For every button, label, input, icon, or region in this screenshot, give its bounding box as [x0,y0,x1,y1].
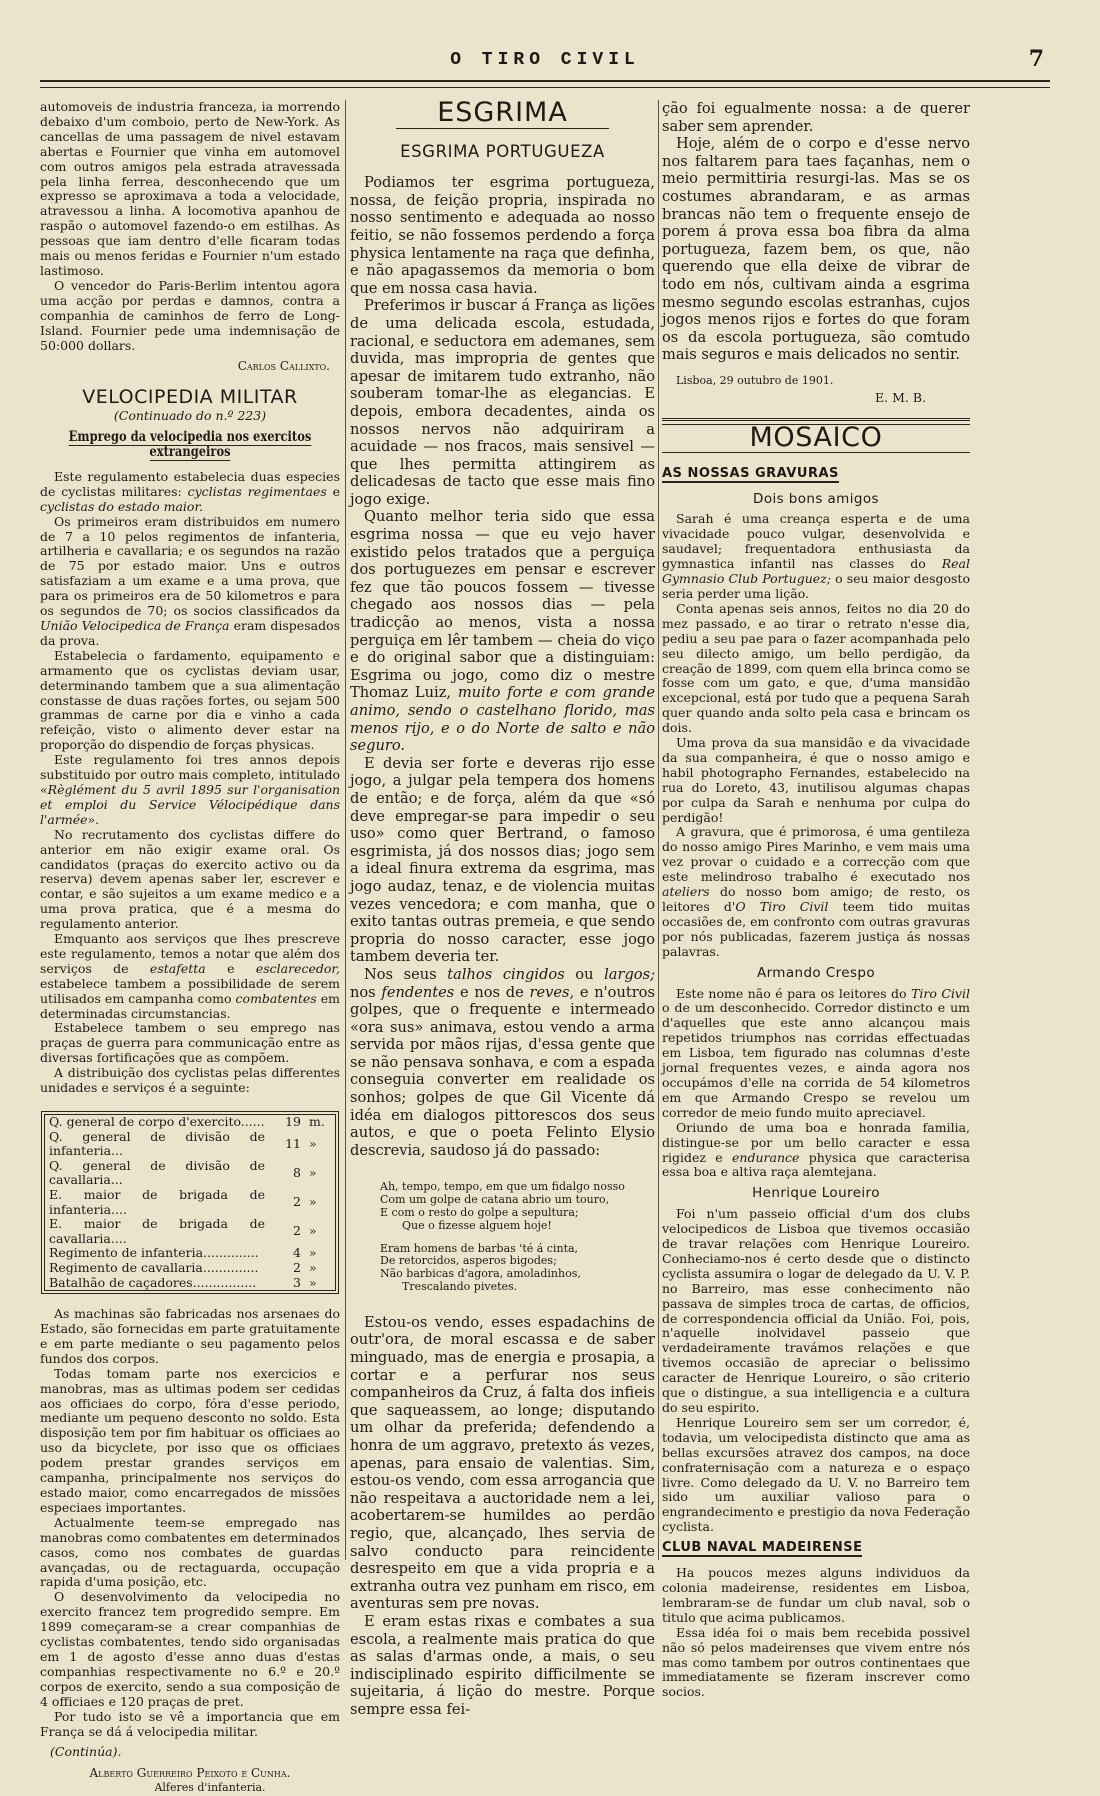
article-paragraph: Estabelece tambem o seu emprego nas praças de guerra para communicação entre as diversas fortificações que as compõem. [40,1020,340,1066]
article-paragraph: ção foi egualmente nossa: a de querer saber sem aprender. [662,100,970,135]
article-paragraph: Uma prova da sua mansidão e da vivacidade da sua companheira, é que o nosso amigo e habil photographo Fernandes, estabelecido na rua do Loreto, 43, inutilisou algumas chapas por culpa da Sarah e nenhuma por culpa do perdigão! [662,735,970,825]
author-signature: Carlos Callixto. [237,359,330,374]
newspaper-title: O TIRO CIVIL [450,50,640,70]
article-paragraph: E devia ser forte e deveras rijo esse jogo, a julgar pela tempera dos homens de então; e de força, além da que «só deve empregar-se para impedir o seu uso» como quer Bertrand, o famoso esgrimista, já dos nossos dias; jogo sem a ideal finura extrema da esgrima, mas jogo audaz, tenaz, e de violencia muitas vezes vencedora; e com manha, que o exito tantas outras premeia, e que sendo propria do nosso caracter, esse jogo tambem deveria ter. [350,754,655,966]
table-cell-n: 4 [293,1245,301,1261]
table-cell-n: 2 [293,1194,301,1210]
column-middle [350,97,656,1718]
heading-text: CLUB NAVAL MADEIRENSE [662,1540,863,1556]
article-paragraph: Preferimos ir buscar á França as lições de uma delicada escola, estudada, racional, e seductora em ademanes, sem duvida, mas impropria de gentes que apesar de imitarem tudo extranho, não souberam tomar-lhe as elegancias. E depois, embora decadentes, ainda os nossos nervos não adquiriram a acuidade — nos fracos, mais sensivel — que lhes permitta attingirem as delicadesas de tacto que esse mais fino jogo exige. [350,297,655,508]
article-paragraph: No recrutamento dos cyclistas differe do anterior em não exigir exame oral. Os candidatos (praças do exercito activo ou da reserva) devem apenas saber ler, escrever e contar, e são sujeitos a um exame medico e a uma prova pratica, que é a mesma do regulamento anterior. [40,826,340,932]
poem-line: E com o resto do golpe a sepultura; [380,1206,579,1220]
article-paragraph: Estabelecia o fardamento, equipamento e armamento que os cyclistas deviam usar, determinando tambem que a sua alimentação constasse de duas rações fortes, ou sejam 500 grammas de carne por dia e vinho a cada refeição, visto o alimento dever estar na proporção do dispendio de forças physicas. [40,647,340,753]
article-paragraph: Actualmente teem-se empregado nas manobras como combatentes em determinados casos, como nos combates de guardas avançadas, ou de rectaguarda, occupação rapida d'uma posição, etc. [40,1514,341,1590]
author-initials: E. M. B. [875,389,926,405]
table-cell-label: Q. general de divisão de cavallaria... [49,1157,265,1188]
poem-quote [380,1181,655,1293]
table-row [45,1217,336,1246]
table-cell-label: Regimento de cavallaria.............. [49,1259,259,1275]
continued-note: (Continuado do n.º 223) [113,408,267,424]
article-paragraph: As machinas são fabricadas nos arsenaes do Estado, são fornecidas em parte gratuitamente e em parte mediante o seu pagamento pelos fundos dos corpos. [40,1306,340,1366]
table-cell-label: Regimento de infanteria.............. [49,1245,259,1261]
article-subheading [67,430,313,460]
section-heading [662,467,970,482]
poem-line: Com um golpe de catana abrio um touro, [380,1193,610,1207]
column-divider [658,100,659,1560]
article-paragraph: Estou-os vendo, esses espadachins de outr'ora, de moral escassa e de saber minguado, mas de energia e prosapia, a cortar e a perfurar nos seus companheiros da Cruz, á falta dos infieis que saqueassem, ao longe; disputando um olhar da preferida; defendendo a honra de um aggravo, pretexto ás vezes, apenas, para ensaio de valentias. Sim, estou-os vendo, com essa arrogancia que não respeitava a auctoridade nem a lei, acobertarem-se humildes ao perdão regio, que, alcançado, lhes servia de salvo conducto para reincidente desrespeito em que a vida propria e a extranha outra vez punham em risco, em aventuras sem pre novas. [350,1313,655,1613]
table-cell-u: » [309,1245,317,1261]
column-divider [345,100,346,1560]
table-cell-label: Q. general de divisão de infanteria... [49,1128,265,1159]
poem-line: Eram homens de barbas 'té á cinta, [380,1241,579,1255]
table-row [45,1261,336,1276]
masthead-rule [40,80,1050,88]
table-row [45,1115,336,1130]
table-row [45,1246,336,1261]
article-paragraph: Essa idéa foi o mais bem recebida possivel não só pelos madeirenses que vivem entre nós mas como tambem por outros continentaes que immediatamente se fizeram inscrever como socios. [662,1624,970,1700]
table-cell-u: » [309,1274,317,1290]
article-subheading: Armando Crespo [756,964,876,981]
table-cell-n: 8 [293,1165,301,1181]
article-paragraph: Foi n'um passeio official d'um dos clubs velocipedicos de Lisboa que tivemos occasião de travar relações com Henrique Loureiro. Conheciamo-nos é certo desde que o distincto cyclista assumira o logar de delegado da U. V. P. no Barreiro, mas esse conhecimento não passava de simples troca de cartas, de officios, de correspondencia official da União. Foi, pois, n'aquelle inolvidavel passeio que verdadeiramente travámos relações e que tivemos occasião de apreciar o belissimo caracter de Henrique Loureiro, o são criterio que o distingue, a sua intelligencia e a cultura do seu espirito. [662,1206,970,1415]
table-row [45,1276,336,1291]
article-paragraph: Oriundo de uma boa e honrada familia, distingue-se por um bello caracter e essa rigidez e endurance physica que caracterisa essa boa e altiva raça alemtejana. [662,1119,970,1180]
continues-note: (Continúa). [50,1744,122,1760]
masthead [40,46,1050,76]
article-paragraph: Henrique Loureiro sem ser um corredor, é, todavia, um velocipedista distincto que ama as bellas excursões atravez dos campos, na doce confraternisação com a natureza e o espaço livre. Como delegado da U. V. no Barreiro tem sido um auxiliar valioso para o engrandecimento e prestigio da nova Federação cyclista. [662,1414,970,1535]
article-paragraph: O desenvolvimento da velocipedia no exercito francez tem progredido sempre. Em 1899 começaram-se a crear companhias de cyclistas combatentes, tendo sido organisadas em 1 de agosto d'esse anno duas d'estas companhias respectivamente no 6.º e 20.º corpos de exercito, sendo a sua composição de 4 officiaes e 120 praças de pret. [40,1589,340,1709]
table-cell-n: 2 [293,1259,301,1275]
article-paragraph: Sarah é uma creança esperta e de uma vivacidade pouco vulgar, desenvolvida e saudavel; frequentadora enthusiasta da gymnastica infantil nas classes do Real Gymnasio Club Portuguez; o seu maior desgosto seria perder uma lição. [662,511,970,601]
article-paragraph: Emquanto aos serviços que lhes prescreve este regulamento, temos a notar que além dos serviços de estafetta e esclarecedor, estabelece tambem a possibilidade de serem utilisados em campanha como combatentes em determinadas circumstancias. [40,931,340,1021]
table-cell-u: » [309,1259,317,1275]
table-cell-label: Batalhão de caçadores................ [49,1274,257,1290]
table-cell-label: E. maior de brigada de cavallaria.... [49,1216,265,1246]
article-paragraph: Quanto melhor teria sido que essa esgrima nossa — que eu vejo haver existido pelos tratados que a perguiça dos portuguezes em pensar e escrever fez que tão poucos fossem — tivesse chegado aos nossos dias — pela tradicção ao menos, vista a nossa perguiça em lêr tambem — cheia do viço e do original sabor que a distinguiam: Esgrima ou jogo, como diz o mestre Thomaz Luiz, muito forte e com grande animo, sendo o castelhano florido, mas menos rijo, e o do Norte de salto e não seguro. [350,508,656,755]
heading-text: AS NOSSAS GRAVURAS [662,465,839,481]
section-heading: VELOCIPEDIA MILITAR [82,386,298,409]
section-title: MOSAICO [749,421,883,453]
article-paragraph: Por tudo isto se vê a importancia que em França se dá á velocipedia militar. [40,1708,340,1739]
table-row [45,1188,336,1217]
article-paragraph: A distribuição dos cyclistas pelas differentes unidades e serviços é a seguinte: [40,1065,340,1096]
article-paragraph: Podiamos ter esgrima portugueza, nossa, de feição propria, inspirada no nosso sentimento e adequada ao nosso feitio, se não fossemos perdendo a força physica lentamente na raça que definha, e não apagassemos da memoria o bom que em nossa casa havia. [350,174,655,297]
subheading-text: Emprego da velocipedia nos exercitos extrangeiros [68,429,312,461]
table-cell-u: » [309,1135,317,1151]
table-cell-u: » [309,1194,317,1210]
poem-line: Trescalando pivetes. [402,1280,518,1294]
article-subheading: Henrique Loureiro [752,1185,880,1202]
article-paragraph: E eram estas rixas e combates a sua escola, a realmente mais pratica do que as salas d'armas onde, a mais, o seu indisciplinado espirito difficilmente se sujeitaria, á lição do mestre. Porque sempre essa fei- [350,1612,655,1718]
page-number: 7 [1028,46,1044,72]
place-date: Lisboa, 29 outubro de 1901. [676,373,834,387]
article-paragraph: Nos seus talhos cingidos ou largos; nos fendentes e nos de reves, e n'outros golpes, que o frequente e intermeado «ora sus» animava, estou vendo a arma servida por mãos rijas, d'essa gente que se não pensava sonhava, e com a espada conseguia converter em realidade os sonhos; golpes de que Gil Vicente dá idéa em dialogos pittorescos dos seus autos, e que o poeta Felinto Elysio descrevia, saudoso já do passado: [350,965,655,1159]
author-signature: Alberto Guerreiro Peixoto e Cunha. [89,1766,291,1781]
section-heading [662,1541,970,1556]
article-paragraph: Este nome não é para os leitores do Tiro Civil o de um desconhecido. Corredor distincto e um d'aquelles que este anno alcançou mais repetidos triumphos nas corridas effectuadas em Lisboa, tem figurado nas columnas d'este jornal frequentes vezes, e ainda agora nos occupámos d'elle na corrida de 54 kilometros em que Armando Crespo se revelou um corredor de meio fundo muito apreciavel. [662,985,970,1120]
article-paragraph: Hoje, além de o corpo e d'esse nervo nos faltarem para taes façanhas, nem o meio permittiria resurgi-las. Mas se os costumes abrandaram, e as armas brancas não tem o frequente ensejo de porem á prova essa boa fibra da alma portugueza, fazem bem, os que, não querendo que ella deixe de vibrar de todo em nós, cultivam ainda a esgrima mesmo segundo escolas estranhas, cujos jogos menos rijos e fortes do que foram os da escola portugueza, são comtudo mais seguros e mais delicados no sentir. [662,135,970,364]
section-title: ESGRIMA [437,97,568,128]
poem-line: Que o fizesse alguem hoje! [402,1218,552,1232]
table-cell-n: 3 [293,1274,301,1290]
table-cell-label: Q. general de corpo d'exercito...... [49,1114,265,1129]
article-paragraph: Os primeiros eram distribuidos em numero de 7 a 10 pelos regimentos de infanteria, artilheria e cavallaria; e os segundos na razão de 75 por estado maior. Uns e outros satisfaziam a um exame e a uma prova, que para os primeiros era de 50 kilometros e para os segundos de 70; os socios classificados da União Velocipedica de França eram dispesados da prova. [40,513,341,648]
article-paragraph: O vencedor do Paris-Berlim intentou agora uma acção por perdas e damnos, contra a companhia de caminhos de ferro de Long-Island. Fournier pede uma indemnisação de 50:000 dollars. [40,277,340,353]
poem-line: Ah, tempo, tempo, em que um fidalgo nosso [380,1180,625,1194]
table-cell-u: » [309,1165,317,1181]
cyclist-distribution-table [44,1114,336,1291]
article-paragraph: Este regulamento foi tres annos depois substituido por outro mais completo, intitulado «Règlément du 5 avril 1895 sur l'organisation et emploi du Service Vélocipédique dans l'armée». [40,752,340,827]
table-cell-n: 2 [293,1223,301,1239]
article-subtitle: ESGRIMA PORTUGUEZA [400,141,605,161]
article-subheading: Dois bons amigos [753,490,879,507]
article-paragraph: Conta apenas seis annos, feitos no dia 20 do mez passado, e ao tirar o retrato n'esse dia, pediu a seu pae para o fazer acompanhada pelo seu dilecto amigo, um bello perdigão, da creação de 1899, com quem ella brinca como se fosse com um gato, e que, d'uma mansidão excepcional, está por tudo que a pequena Sarah quer quando anda solto pela casa e brincam os dois. [662,600,970,736]
poem-line: Não barbicas d'agora, amoladinhos, [380,1267,581,1281]
poem-line: De retorcidos, asperos bigodes; [380,1254,557,1268]
column-right [662,100,970,1700]
table-cell-u: » [309,1223,317,1239]
author-role: Alferes d'infanteria. [154,1781,266,1795]
table-cell-u: m. [309,1114,325,1129]
table-cell-label: E. maior de brigada de infanteria.... [49,1186,265,1217]
article-paragraph: Ha poucos mezes alguns individuos da colonia madeirense, residentes em Lisboa, lembraram-se de fundar um club naval, sob o titulo que acima publicamos. [662,1565,970,1625]
table-row [45,1130,336,1159]
article-paragraph: Este regulamento estabelecia duas especies de cyclistas militares: cyclistas regimentaes e cyclistas do estado maior. [40,468,340,514]
column-left [40,100,340,1796]
article-paragraph: Todas tomam parte nos exercicios e manobras, mas as ultimas podem ser cedidas aos officiaes do corpo, fóra d'esse periodo, mediante um pequeno desconto no soldo. Esta disposição tem por fim habituar os officiaes ao uso da bicyclete, por isso que os officiaes podem prestar grandes serviços em campanha, principalmente nos serviços do estado maior, como encarregados de missões especiaes importantes. [40,1365,340,1515]
table-cell-n: 11 [285,1135,301,1151]
table-cell-n: 19 [285,1114,301,1129]
article-paragraph: automoveis de industria franceza, ia morrendo debaixo d'um comboio, perto de New-York. As cancellas de uma passagem de nivel estavam abertas e Fournier que vinha em automovel com outros amigos pela estrada atravessada pela linha ferrea, desconhecendo que um expresso se aproximava a toda a velocidade, atravessou a linha. A locomotiva apanhou de raspão o automovel fazendo-o em estilhas. As pessoas que iam dentro d'elle ficaram todas mais ou menos feridas e Fournier n'um estado lastimoso. [40,99,340,278]
table-row [45,1159,336,1188]
article-paragraph: A gravura, que é primorosa, é uma gentileza do nosso amigo Pires Marinho, e vem mais uma vez provar o cuidado e a correcção com que este melindroso trabalho é executado nos ateliers do nosso bom amigo; de resto, os leitores d'O Tiro Civil teem tido muitas occasiões de, em confronto com outras gravuras por nós publicadas, fazerem justiça ás nossas palavras. [662,824,970,959]
